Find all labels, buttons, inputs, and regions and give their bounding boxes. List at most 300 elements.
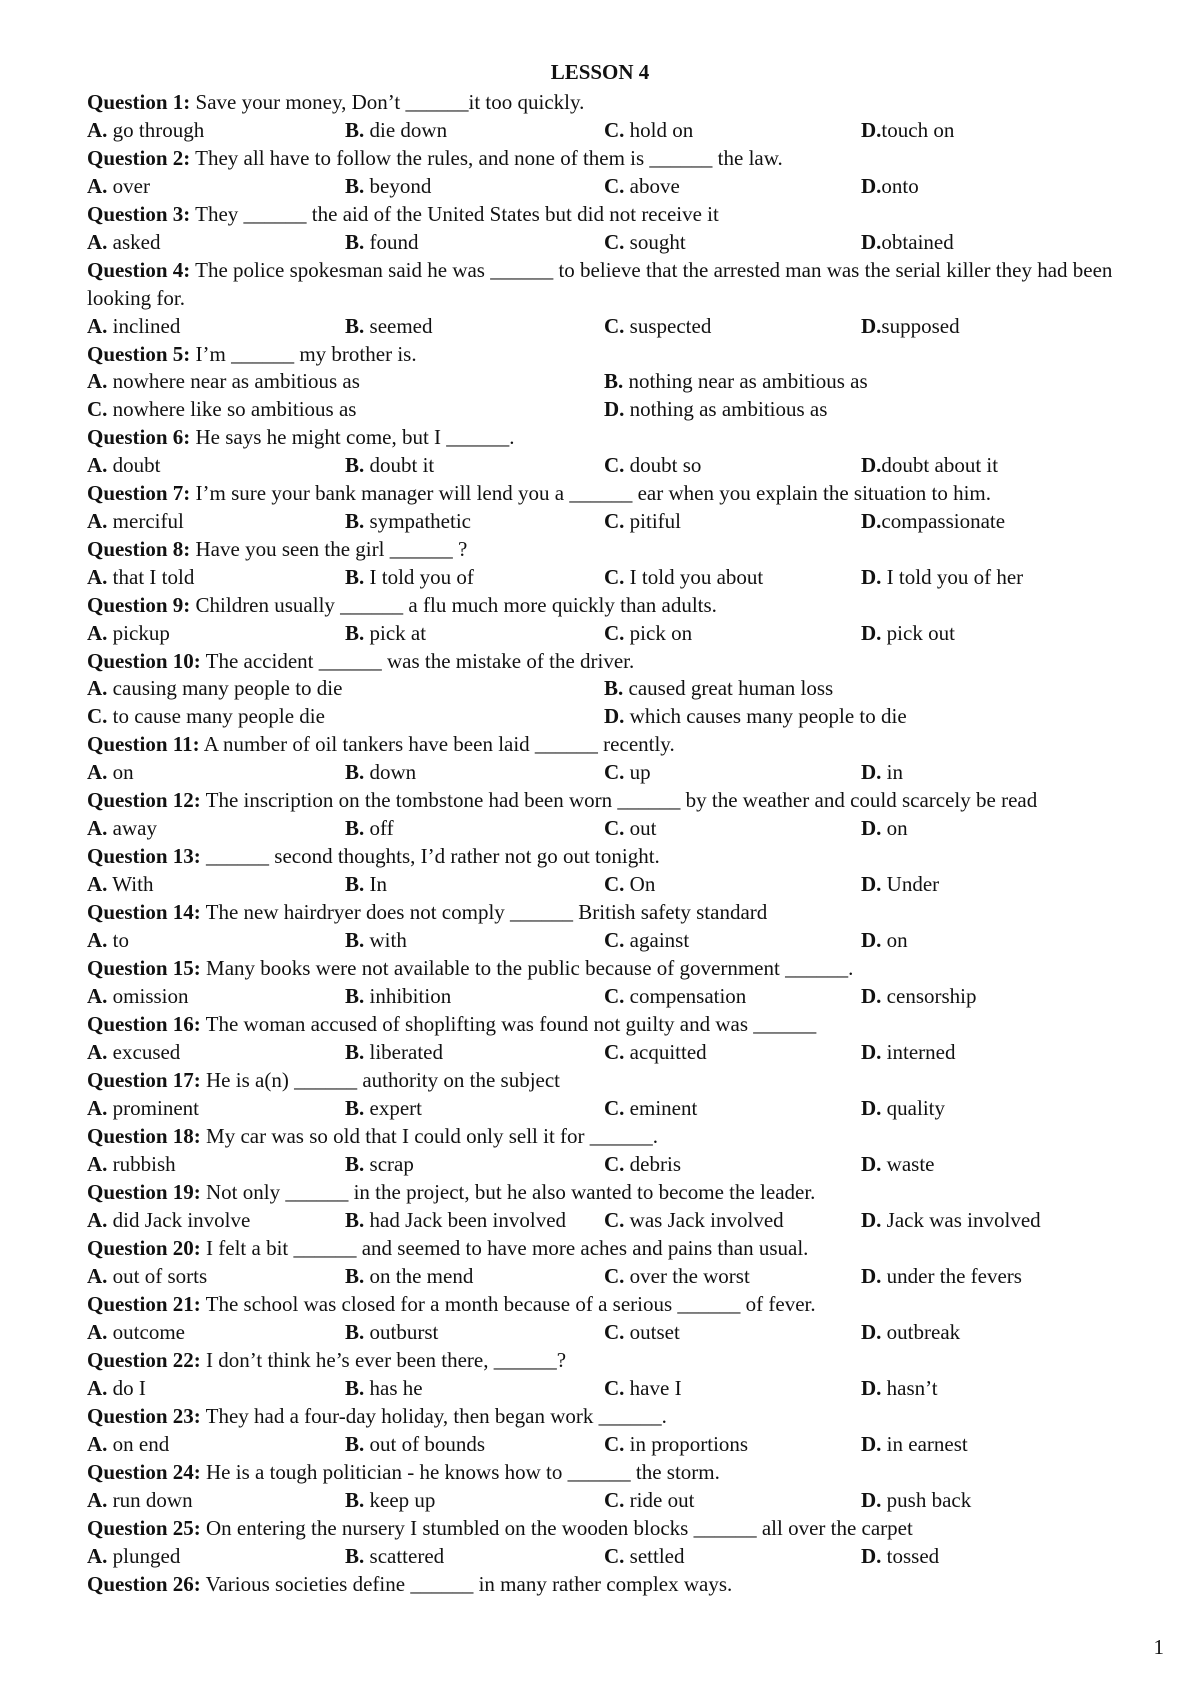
option-letter: B.	[345, 1376, 365, 1400]
answer-option	[87, 1542, 345, 1570]
option-text: go through	[107, 118, 205, 142]
answer-option	[87, 1486, 345, 1514]
option-text: hasn’t	[881, 1376, 938, 1400]
question-item	[87, 535, 1172, 563]
option-letter: A.	[87, 1152, 108, 1176]
option-letter: B.	[345, 509, 365, 533]
option-letter: C.	[604, 1544, 625, 1568]
option-text: With	[107, 872, 154, 896]
answer-option	[604, 368, 1164, 396]
answer-option	[861, 1038, 1161, 1066]
option-letter: A.	[87, 509, 108, 533]
option-letter: D.	[861, 1320, 882, 1344]
question-text: The new hairdryer does not comply ______ British safety standard	[200, 900, 768, 924]
question-item	[87, 786, 1172, 814]
option-letter: D.	[861, 1544, 882, 1568]
answer-option	[345, 1206, 604, 1234]
answer-options	[87, 172, 1172, 200]
option-text: onto	[881, 174, 919, 198]
answer-option	[604, 116, 861, 144]
option-text: nowhere near as ambitious as	[107, 369, 360, 393]
option-letter: B.	[345, 816, 365, 840]
question-item	[87, 730, 1172, 758]
answer-option	[345, 1262, 604, 1290]
option-text: beyond	[364, 174, 432, 198]
answer-option	[87, 870, 345, 898]
option-text: supposed	[881, 314, 960, 338]
question-label: Question 10:	[87, 649, 201, 673]
option-text: out	[624, 816, 657, 840]
answer-options	[87, 982, 1172, 1010]
question-label: Question 13:	[87, 844, 201, 868]
question-label: Question 11:	[87, 732, 200, 756]
option-letter: C.	[604, 760, 625, 784]
option-letter: C.	[604, 118, 625, 142]
answer-option	[861, 870, 1161, 898]
question-text: ______ second thoughts, I’d rather not go out tonight.	[200, 844, 660, 868]
option-text: down	[364, 760, 417, 784]
question-item	[87, 1122, 1172, 1150]
answer-option	[604, 228, 861, 256]
question-text: On entering the nursery I stumbled on the wooden blocks ______ all over the carpet	[200, 1516, 913, 1540]
question-text: He says he might come, but I ______.	[190, 425, 515, 449]
answer-option	[345, 619, 604, 647]
option-letter: B.	[345, 1432, 365, 1456]
option-letter: C.	[87, 703, 108, 728]
option-letter: B.	[345, 230, 365, 254]
option-letter: A.	[87, 760, 108, 784]
option-letter: C.	[604, 1320, 625, 1344]
answer-option	[604, 1262, 861, 1290]
question-text: Various societies define ______ in many rather complex ways.	[200, 1572, 733, 1596]
option-letter: A.	[87, 453, 108, 477]
option-text: liberated	[364, 1040, 443, 1064]
answer-option	[87, 926, 345, 954]
question-text: Save your money, Don’t ______it too quickly.	[190, 90, 585, 114]
option-text: hold on	[624, 118, 694, 142]
option-letter: B.	[345, 1152, 365, 1176]
option-letter: B.	[345, 984, 365, 1008]
question-label: Question 6:	[87, 425, 191, 449]
question-text: I’m sure your bank manager will lend you a ______ ear when you explain the situation to him.	[190, 481, 991, 505]
option-letter: D.	[861, 621, 882, 645]
option-letter: C.	[604, 453, 625, 477]
option-text: push back	[881, 1488, 972, 1512]
answer-options	[87, 814, 1172, 842]
question-item	[87, 1178, 1172, 1206]
option-letter: A.	[87, 1376, 108, 1400]
option-letter: B.	[345, 118, 365, 142]
answer-option	[861, 507, 1161, 535]
option-text: debris	[624, 1152, 681, 1176]
option-text: nothing as ambitious as	[624, 396, 828, 421]
question-item	[87, 256, 1172, 312]
answer-option	[861, 228, 1161, 256]
option-letter: D.	[861, 174, 882, 198]
question-item	[87, 954, 1172, 982]
question-text: Many books were not available to the public because of government ______.	[200, 956, 854, 980]
option-text: outbreak	[881, 1320, 961, 1344]
option-text: out of bounds	[364, 1432, 486, 1456]
option-letter: C.	[604, 1152, 625, 1176]
answer-options	[87, 1430, 1172, 1458]
question-text: They ______ the aid of the United States but did not receive it	[190, 202, 719, 226]
answer-option	[604, 451, 861, 479]
option-letter: C.	[604, 1040, 625, 1064]
option-letter: D.	[604, 396, 625, 421]
option-letter: C.	[604, 509, 625, 533]
option-text: sympathetic	[364, 509, 471, 533]
answer-option	[345, 116, 604, 144]
question-item	[87, 1290, 1172, 1318]
answer-option	[345, 1318, 604, 1346]
answer-option	[87, 563, 345, 591]
answer-option	[861, 312, 1161, 340]
option-text: pick out	[881, 621, 955, 645]
option-letter: A.	[87, 928, 108, 952]
answer-option	[87, 312, 345, 340]
answer-option	[604, 703, 1164, 731]
option-text: over the worst	[624, 1264, 750, 1288]
answer-option	[87, 228, 345, 256]
option-letter: C.	[604, 621, 625, 645]
answer-option	[345, 1374, 604, 1402]
question-label: Question 12:	[87, 788, 201, 812]
answer-option	[604, 982, 861, 1010]
answer-option	[604, 1374, 861, 1402]
option-text: in	[881, 760, 904, 784]
answer-option	[604, 1150, 861, 1178]
answer-option	[87, 1430, 345, 1458]
option-text: caused great human loss	[623, 676, 834, 700]
option-text: that I told	[107, 565, 195, 589]
option-text: touch on	[881, 118, 955, 142]
answer-option	[604, 312, 861, 340]
option-letter: A.	[87, 816, 108, 840]
answer-option	[861, 451, 1161, 479]
option-text: have I	[624, 1376, 682, 1400]
option-letter: D.	[861, 314, 882, 338]
option-text: outcome	[107, 1320, 185, 1344]
question-label: Question 14:	[87, 900, 201, 924]
option-text: under the fevers	[881, 1264, 1022, 1288]
option-text: with	[364, 928, 407, 952]
option-text: scattered	[364, 1544, 445, 1568]
option-text: inclined	[107, 314, 181, 338]
question-text: A number of oil tankers have been laid ______ recently.	[199, 732, 675, 756]
answer-option	[604, 926, 861, 954]
answer-option	[87, 758, 345, 786]
option-text: on	[107, 760, 134, 784]
question-label: Question 26:	[87, 1572, 201, 1596]
answer-options	[87, 1542, 1172, 1570]
option-letter: B.	[345, 565, 365, 589]
option-letter: A.	[87, 1096, 108, 1120]
answer-option	[87, 814, 345, 842]
answer-option	[861, 1262, 1161, 1290]
question-label: Question 21:	[87, 1292, 201, 1316]
option-text: doubt about it	[881, 453, 999, 477]
option-text: Jack was involved	[881, 1208, 1041, 1232]
option-text: pick at	[364, 621, 427, 645]
option-letter: D.	[861, 1488, 882, 1512]
option-letter: A.	[87, 174, 108, 198]
option-text: interned	[881, 1040, 956, 1064]
option-letter: A.	[87, 984, 108, 1008]
question-text: I’m ______ my brother is.	[190, 342, 417, 366]
question-label: Question 3:	[87, 202, 191, 226]
option-text: off	[364, 816, 394, 840]
answer-option	[87, 396, 604, 424]
option-text: away	[107, 816, 157, 840]
option-text: On	[624, 872, 656, 896]
option-letter: D.	[861, 230, 882, 254]
question-item	[87, 200, 1172, 228]
answer-option	[87, 619, 345, 647]
question-text: They had a four-day holiday, then began work ______.	[200, 1404, 667, 1428]
answer-option	[345, 1486, 604, 1514]
option-letter: D.	[861, 984, 882, 1008]
answer-option	[87, 1318, 345, 1346]
option-letter: D.	[861, 760, 882, 784]
option-text: acquitted	[624, 1040, 707, 1064]
option-letter: B.	[345, 1488, 365, 1512]
answer-option	[345, 982, 604, 1010]
answer-option	[604, 563, 861, 591]
answer-option	[87, 368, 604, 396]
question-item	[87, 1066, 1172, 1094]
question-item	[87, 898, 1172, 926]
option-text: to cause many people die	[107, 703, 325, 728]
option-letter: D.	[861, 1376, 882, 1400]
answer-option	[861, 982, 1161, 1010]
answer-options	[87, 1318, 1172, 1346]
option-letter: D.	[861, 1040, 882, 1064]
option-letter: C.	[604, 1096, 625, 1120]
option-text: quality	[881, 1096, 945, 1120]
question-text: He is a tough politician - he knows how to ______ the storm.	[200, 1460, 720, 1484]
option-text: keep up	[364, 1488, 436, 1512]
answer-option	[345, 507, 604, 535]
question-list	[87, 88, 1172, 1598]
answer-option	[604, 675, 1164, 703]
question-label: Question 16:	[87, 1012, 201, 1036]
option-text: on	[881, 928, 908, 952]
option-letter: A.	[87, 369, 108, 393]
option-text: scrap	[364, 1152, 414, 1176]
option-text: compensation	[624, 984, 747, 1008]
option-letter: B.	[345, 760, 365, 784]
option-text: outburst	[364, 1320, 439, 1344]
answer-options	[87, 507, 1172, 535]
question-label: Question 2:	[87, 146, 191, 170]
question-label: Question 20:	[87, 1236, 201, 1260]
answer-option	[345, 1542, 604, 1570]
answer-option	[345, 1150, 604, 1178]
answer-option	[604, 1038, 861, 1066]
option-text: found	[364, 230, 419, 254]
option-letter: D.	[861, 1432, 882, 1456]
option-text: expert	[364, 1096, 422, 1120]
option-letter: D.	[861, 1096, 882, 1120]
answer-option	[861, 1430, 1161, 1458]
option-letter: A.	[87, 1320, 108, 1344]
option-letter: C.	[604, 816, 625, 840]
option-text: plunged	[107, 1544, 181, 1568]
option-letter: D.	[861, 453, 882, 477]
option-letter: B.	[345, 1208, 365, 1232]
option-letter: D.	[861, 872, 882, 896]
option-letter: A.	[87, 565, 108, 589]
option-text: eminent	[624, 1096, 698, 1120]
option-letter: D.	[861, 1264, 882, 1288]
question-label: Question 15:	[87, 956, 201, 980]
answer-option	[87, 451, 345, 479]
option-text: to	[107, 928, 130, 952]
answer-options	[87, 1206, 1172, 1234]
question-label: Question 1:	[87, 90, 191, 114]
option-letter: D.	[861, 509, 882, 533]
question-text: The inscription on the tombstone had been worn ______ by the weather and could scarcely be read	[200, 788, 1038, 812]
question-text: Have you seen the girl ______ ?	[190, 537, 468, 561]
option-text: on the mend	[364, 1264, 474, 1288]
option-text: excused	[107, 1040, 181, 1064]
answer-option	[604, 870, 861, 898]
option-letter: C.	[604, 1376, 625, 1400]
option-letter: C.	[604, 230, 625, 254]
answer-options	[87, 228, 1172, 256]
option-letter: D.	[861, 928, 882, 952]
option-text: run down	[107, 1488, 193, 1512]
option-text: against	[624, 928, 690, 952]
option-letter: B.	[604, 369, 624, 393]
question-item	[87, 1402, 1172, 1430]
option-letter: B.	[345, 453, 365, 477]
option-letter: A.	[87, 676, 108, 700]
answer-option	[87, 172, 345, 200]
option-text: rubbish	[107, 1152, 176, 1176]
option-letter: C.	[604, 1264, 625, 1288]
option-text: merciful	[107, 509, 184, 533]
option-letter: B.	[345, 1096, 365, 1120]
question-label: Question 23:	[87, 1404, 201, 1428]
option-letter: D.	[861, 118, 882, 142]
option-text: I told you of	[364, 565, 474, 589]
option-letter: C.	[604, 1208, 625, 1232]
question-text: The accident ______ was the mistake of the driver.	[200, 649, 635, 673]
question-item	[87, 1514, 1172, 1542]
question-text: The police spokesman said he was ______ to believe that the arrested man was the serial killer they had been looking for.	[87, 258, 1113, 310]
question-label: Question 5:	[87, 342, 191, 366]
option-text: I told you of her	[881, 565, 1024, 589]
option-letter: B.	[345, 928, 365, 952]
answer-options	[87, 619, 1172, 647]
option-text: I told you about	[624, 565, 764, 589]
option-letter: A.	[87, 1040, 108, 1064]
page-number: 1	[1153, 1635, 1164, 1659]
answer-option	[87, 1206, 345, 1234]
answer-option	[861, 1094, 1161, 1122]
answer-option	[345, 451, 604, 479]
page-title: LESSON 4	[550, 60, 650, 84]
answer-option	[604, 1206, 861, 1234]
answer-option	[345, 1094, 604, 1122]
answer-option	[861, 758, 1161, 786]
question-item	[87, 423, 1172, 451]
option-letter: B.	[345, 314, 365, 338]
option-letter: B.	[345, 1320, 365, 1344]
answer-option	[861, 116, 1161, 144]
question-item	[87, 647, 1172, 675]
answer-option	[87, 1150, 345, 1178]
answer-option	[604, 507, 861, 535]
option-letter: C.	[604, 174, 625, 198]
question-text: Children usually ______ a flu much more quickly than adults.	[190, 593, 717, 617]
answer-options	[87, 870, 1172, 898]
option-letter: D.	[861, 1152, 882, 1176]
answer-option	[345, 870, 604, 898]
option-letter: A.	[87, 1488, 108, 1512]
option-letter: A.	[87, 230, 108, 254]
question-text: I don’t think he’s ever been there, ______?	[200, 1348, 567, 1372]
option-text: ride out	[624, 1488, 695, 1512]
question-item	[87, 144, 1172, 172]
option-letter: B.	[345, 872, 365, 896]
option-letter: A.	[87, 1544, 108, 1568]
answer-option	[345, 1038, 604, 1066]
option-letter: C.	[604, 565, 625, 589]
answer-option	[604, 1486, 861, 1514]
answer-options	[87, 368, 1172, 423]
question-item	[87, 1010, 1172, 1038]
option-letter: D.	[861, 565, 882, 589]
option-text: had Jack been involved	[364, 1208, 567, 1232]
question-label: Question 18:	[87, 1124, 201, 1148]
question-text: They all have to follow the rules, and none of them is ______ the law.	[190, 146, 783, 170]
option-text: on	[881, 816, 908, 840]
answer-option	[861, 1542, 1161, 1570]
option-letter: A.	[87, 1432, 108, 1456]
answer-option	[87, 1038, 345, 1066]
question-item	[87, 842, 1172, 870]
option-text: Under	[881, 872, 940, 896]
option-letter: C.	[604, 872, 625, 896]
answer-option	[861, 1206, 1161, 1234]
option-letter: A.	[87, 314, 108, 338]
option-letter: D.	[861, 1208, 882, 1232]
answer-option	[87, 675, 604, 703]
question-text: The woman accused of shoplifting was found not guilty and was ______	[200, 1012, 817, 1036]
answer-option	[604, 172, 861, 200]
question-label: Question 24:	[87, 1460, 201, 1484]
option-letter: B.	[345, 1544, 365, 1568]
option-text: waste	[881, 1152, 935, 1176]
question-item	[87, 1570, 1172, 1598]
option-text: tossed	[881, 1544, 940, 1568]
question-item	[87, 340, 1172, 368]
question-label: Question 19:	[87, 1180, 201, 1204]
answer-options	[87, 1038, 1172, 1066]
option-letter: B.	[345, 1264, 365, 1288]
answer-option	[345, 814, 604, 842]
option-text: was Jack involved	[624, 1208, 784, 1232]
answer-option	[345, 926, 604, 954]
option-letter: A.	[87, 1264, 108, 1288]
option-text: do I	[107, 1376, 146, 1400]
option-text: obtained	[881, 230, 954, 254]
answer-options	[87, 312, 1172, 340]
option-text: did Jack involve	[107, 1208, 251, 1232]
